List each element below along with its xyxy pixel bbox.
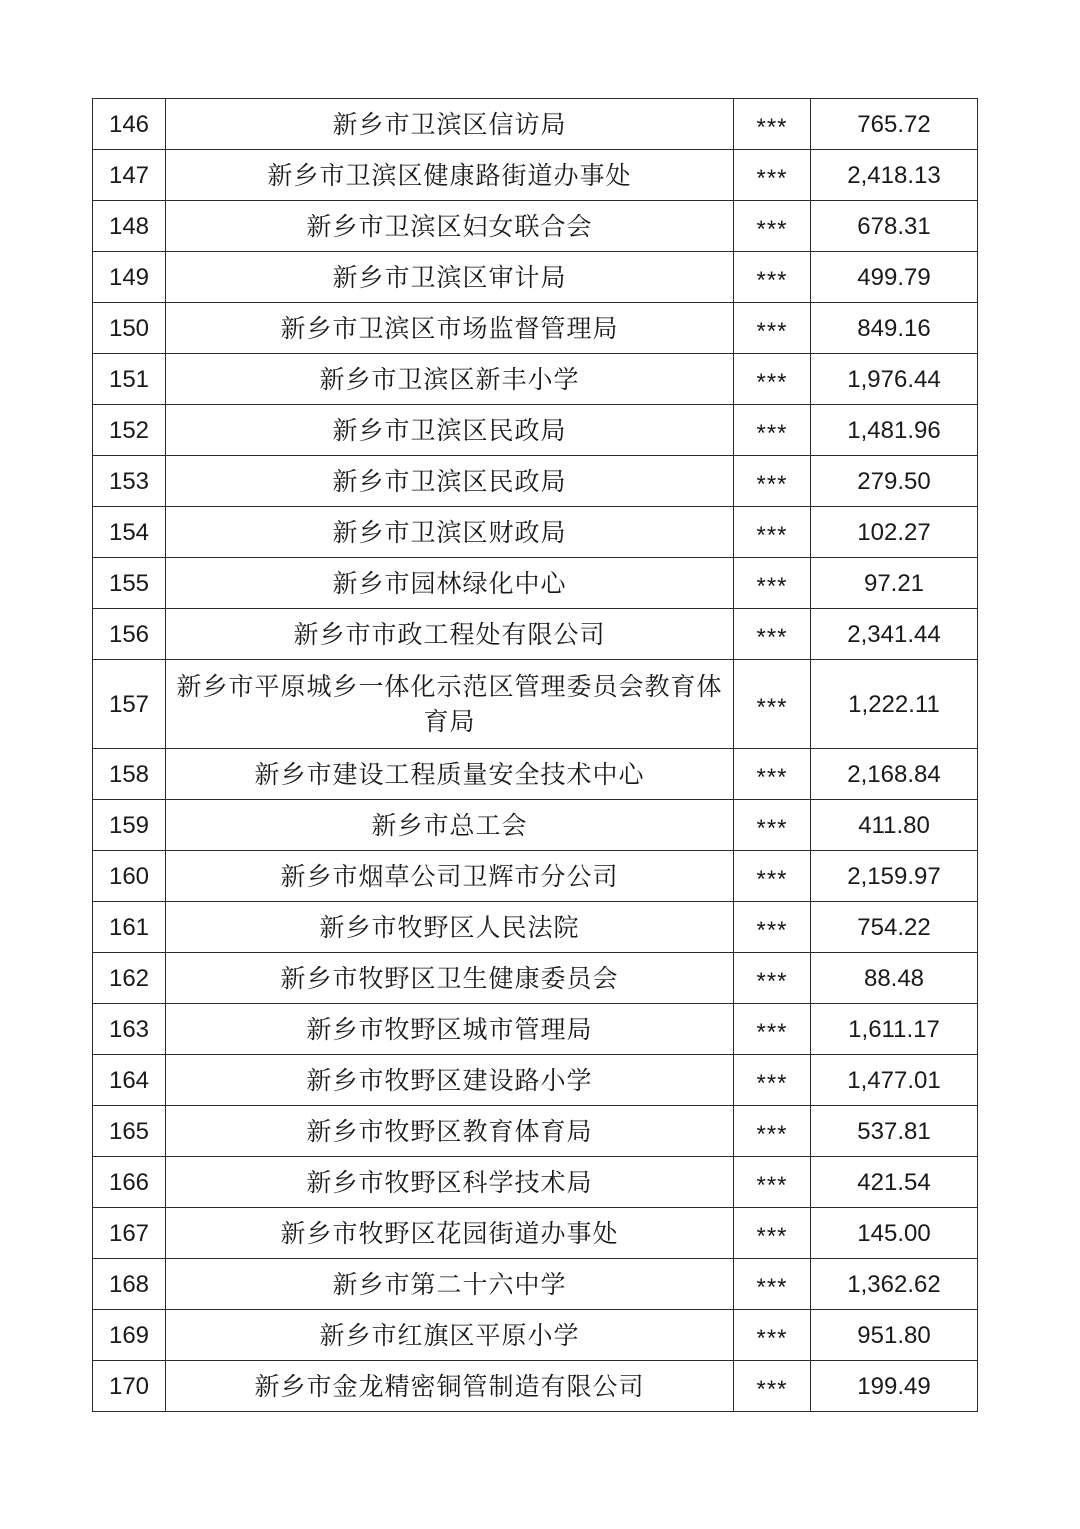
table-row — [93, 99, 978, 150]
amount: 849.16 — [811, 303, 978, 354]
masked-name: *** — [734, 1361, 811, 1412]
masked-name: *** — [734, 1004, 811, 1055]
row-number: 149 — [93, 252, 166, 303]
masked-name: *** — [734, 1259, 811, 1310]
data-table — [92, 98, 978, 1412]
row-number: 147 — [93, 150, 166, 201]
amount: 765.72 — [811, 99, 978, 150]
masked-name: *** — [734, 1055, 811, 1106]
table-row — [93, 660, 978, 749]
masked-name: *** — [734, 800, 811, 851]
row-number: 155 — [93, 558, 166, 609]
table-row — [93, 405, 978, 456]
row-number: 160 — [93, 851, 166, 902]
table-row — [93, 609, 978, 660]
unit-name: 新乡市卫滨区市场监督管理局 — [166, 303, 734, 354]
unit-name: 新乡市卫滨区民政局 — [166, 456, 734, 507]
table-row — [93, 456, 978, 507]
table-row — [93, 1310, 978, 1361]
amount: 199.49 — [811, 1361, 978, 1412]
amount: 2,159.97 — [811, 851, 978, 902]
amount: 1,362.62 — [811, 1259, 978, 1310]
table-row — [93, 354, 978, 405]
amount: 1,976.44 — [811, 354, 978, 405]
unit-name: 新乡市总工会 — [166, 800, 734, 851]
unit-name: 新乡市卫滨区新丰小学 — [166, 354, 734, 405]
amount: 1,477.01 — [811, 1055, 978, 1106]
masked-name: *** — [734, 902, 811, 953]
row-number: 168 — [93, 1259, 166, 1310]
table-row — [93, 1106, 978, 1157]
unit-name: 新乡市红旗区平原小学 — [166, 1310, 734, 1361]
table-row — [93, 150, 978, 201]
table-row — [93, 749, 978, 800]
row-number: 159 — [93, 800, 166, 851]
amount: 951.80 — [811, 1310, 978, 1361]
unit-name: 新乡市牧野区花园街道办事处 — [166, 1208, 734, 1259]
table-row — [93, 1055, 978, 1106]
amount: 279.50 — [811, 456, 978, 507]
amount: 1,222.11 — [811, 660, 978, 749]
masked-name: *** — [734, 609, 811, 660]
masked-name: *** — [734, 99, 811, 150]
row-number: 162 — [93, 953, 166, 1004]
masked-name: *** — [734, 1208, 811, 1259]
table-row — [93, 800, 978, 851]
row-number: 165 — [93, 1106, 166, 1157]
row-number: 169 — [93, 1310, 166, 1361]
table-row — [93, 1004, 978, 1055]
masked-name: *** — [734, 749, 811, 800]
unit-name: 新乡市建设工程质量安全技术中心 — [166, 749, 734, 800]
table-row — [93, 1208, 978, 1259]
unit-name: 新乡市园林绿化中心 — [166, 558, 734, 609]
unit-name: 新乡市烟草公司卫辉市分公司 — [166, 851, 734, 902]
amount: 2,418.13 — [811, 150, 978, 201]
unit-name: 新乡市牧野区科学技术局 — [166, 1157, 734, 1208]
masked-name: *** — [734, 1106, 811, 1157]
amount: 411.80 — [811, 800, 978, 851]
masked-name: *** — [734, 456, 811, 507]
row-number: 150 — [93, 303, 166, 354]
unit-name: 新乡市平原城乡一体化示范区管理委员会教育体育局 — [166, 660, 734, 749]
amount: 102.27 — [811, 507, 978, 558]
amount: 678.31 — [811, 201, 978, 252]
amount: 97.21 — [811, 558, 978, 609]
masked-name: *** — [734, 201, 811, 252]
unit-name: 新乡市卫滨区妇女联合会 — [166, 201, 734, 252]
masked-name: *** — [734, 1157, 811, 1208]
table-row — [93, 201, 978, 252]
unit-name: 新乡市牧野区卫生健康委员会 — [166, 953, 734, 1004]
amount: 2,341.44 — [811, 609, 978, 660]
table-row — [93, 1259, 978, 1310]
unit-name: 新乡市牧野区城市管理局 — [166, 1004, 734, 1055]
amount: 421.54 — [811, 1157, 978, 1208]
masked-name: *** — [734, 953, 811, 1004]
row-number: 151 — [93, 354, 166, 405]
unit-name: 新乡市第二十六中学 — [166, 1259, 734, 1310]
row-number: 153 — [93, 456, 166, 507]
table-row — [93, 1361, 978, 1412]
table-row — [93, 902, 978, 953]
row-number: 163 — [93, 1004, 166, 1055]
row-number: 161 — [93, 902, 166, 953]
unit-name: 新乡市卫滨区信访局 — [166, 99, 734, 150]
unit-name: 新乡市牧野区建设路小学 — [166, 1055, 734, 1106]
masked-name: *** — [734, 354, 811, 405]
table-row — [93, 953, 978, 1004]
document-page — [92, 98, 977, 1412]
unit-name: 新乡市牧野区人民法院 — [166, 902, 734, 953]
table-row — [93, 1157, 978, 1208]
masked-name: *** — [734, 150, 811, 201]
unit-name: 新乡市卫滨区财政局 — [166, 507, 734, 558]
row-number: 156 — [93, 609, 166, 660]
row-number: 154 — [93, 507, 166, 558]
unit-name: 新乡市卫滨区民政局 — [166, 405, 734, 456]
masked-name: *** — [734, 660, 811, 749]
masked-name: *** — [734, 303, 811, 354]
table-row — [93, 558, 978, 609]
row-number: 158 — [93, 749, 166, 800]
unit-name: 新乡市金龙精密铜管制造有限公司 — [166, 1361, 734, 1412]
amount: 145.00 — [811, 1208, 978, 1259]
table-row — [93, 303, 978, 354]
unit-name: 新乡市卫滨区健康路街道办事处 — [166, 150, 734, 201]
table-row — [93, 252, 978, 303]
masked-name: *** — [734, 252, 811, 303]
masked-name: *** — [734, 405, 811, 456]
amount: 499.79 — [811, 252, 978, 303]
masked-name: *** — [734, 1310, 811, 1361]
row-number: 157 — [93, 660, 166, 749]
table-row — [93, 851, 978, 902]
row-number: 166 — [93, 1157, 166, 1208]
row-number: 146 — [93, 99, 166, 150]
amount: 754.22 — [811, 902, 978, 953]
amount: 2,168.84 — [811, 749, 978, 800]
amount: 1,611.17 — [811, 1004, 978, 1055]
amount: 88.48 — [811, 953, 978, 1004]
amount: 1,481.96 — [811, 405, 978, 456]
amount: 537.81 — [811, 1106, 978, 1157]
masked-name: *** — [734, 851, 811, 902]
row-number: 170 — [93, 1361, 166, 1412]
masked-name: *** — [734, 507, 811, 558]
row-number: 167 — [93, 1208, 166, 1259]
row-number: 152 — [93, 405, 166, 456]
unit-name: 新乡市牧野区教育体育局 — [166, 1106, 734, 1157]
unit-name: 新乡市市政工程处有限公司 — [166, 609, 734, 660]
table-row — [93, 507, 978, 558]
row-number: 148 — [93, 201, 166, 252]
row-number: 164 — [93, 1055, 166, 1106]
masked-name: *** — [734, 558, 811, 609]
unit-name: 新乡市卫滨区审计局 — [166, 252, 734, 303]
